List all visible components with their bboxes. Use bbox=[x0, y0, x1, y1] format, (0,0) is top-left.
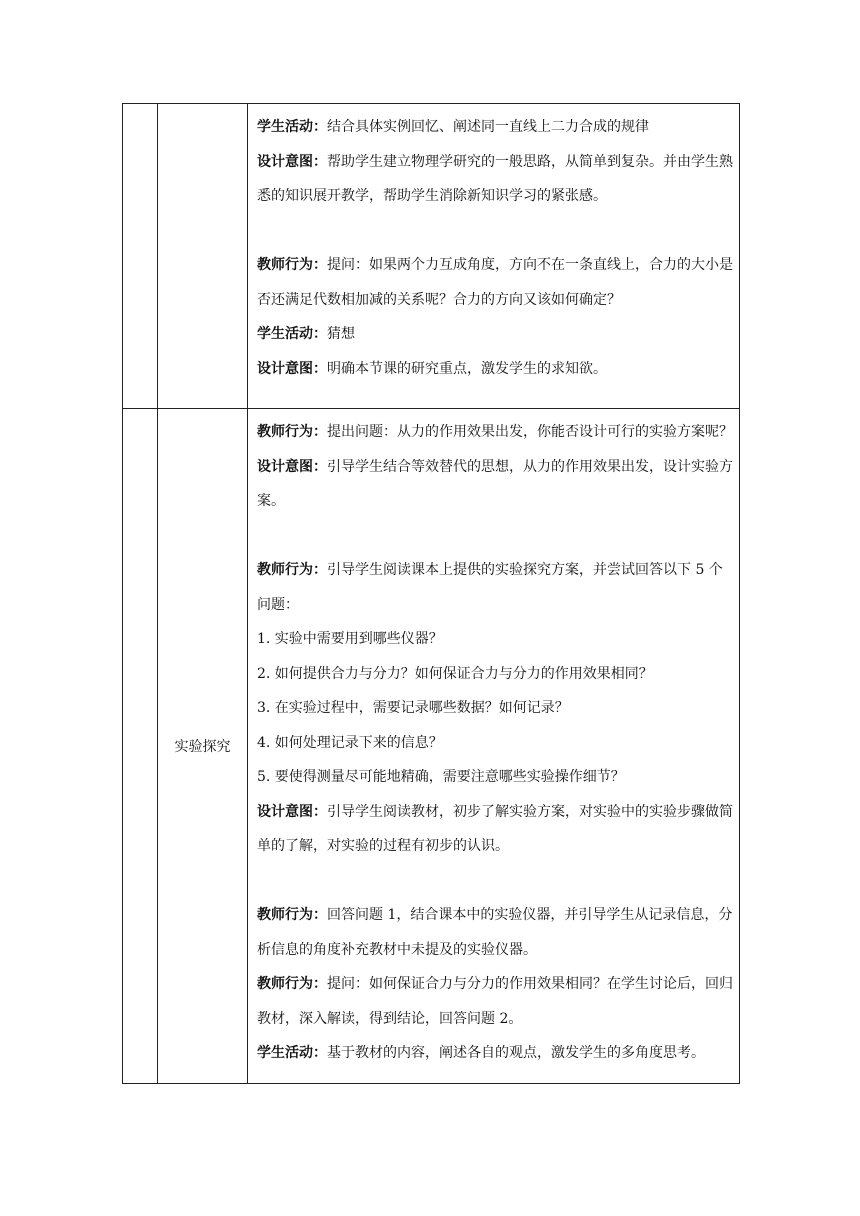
paragraph-text: 基于教材的内容，阐述各自的观点，激发学生的多角度思考。 bbox=[327, 1045, 705, 1061]
paragraph-label: 学生活动： bbox=[257, 326, 327, 342]
paragraph-label: 设计意图： bbox=[257, 360, 327, 377]
paragraph bbox=[257, 1036, 733, 1071]
table-cell-blank bbox=[123, 104, 158, 408]
paragraph bbox=[257, 248, 733, 317]
paragraph-text: 引导学生阅读课本上提供的实验探究方案，并尝试回答以下 5 个问题： bbox=[257, 562, 723, 613]
question-item: 3. 在实验过程中，需要记录哪些数据？如何记录？ bbox=[257, 700, 569, 716]
table-row bbox=[123, 104, 740, 409]
paragraph-text: 结合具体实例回忆、阐述同一直线上二力合成的规律 bbox=[327, 119, 649, 135]
paragraph-label: 教师行为： bbox=[257, 562, 327, 578]
blank-line bbox=[257, 214, 733, 249]
stage-cell bbox=[158, 104, 248, 408]
paragraph bbox=[257, 967, 733, 1036]
question-item: 2. 如何提供合力与分力？如何保证合力与分力的作用效果相同？ bbox=[257, 665, 653, 682]
paragraph-text: 引导学生阅读教材，初步了解实验方案，对实验中的实验步骤做简单的了解，对实验的过程有初步的认识。 bbox=[257, 803, 733, 854]
paragraph-label: 教师行为： bbox=[257, 907, 327, 923]
paragraph-text: 帮助学生建立物理学研究的一般思路，从简单到复杂。并由学生熟悉的知识展开教学，帮助学生消除新知识学习的紧张感。 bbox=[257, 153, 733, 204]
question-item: 4. 如何处理记录下来的信息？ bbox=[257, 734, 443, 751]
activity-cell bbox=[248, 104, 740, 408]
paragraph bbox=[257, 450, 733, 519]
paragraph-label: 设计意图： bbox=[257, 803, 327, 820]
lesson-plan-table bbox=[122, 103, 740, 1084]
paragraph-text: 提问：如果两个力互成角度，方向不在一条直线上，合力的大小是否还满足代数相加减的关系呢？合力的方向又该如何确定？ bbox=[257, 257, 733, 308]
paragraph bbox=[257, 898, 733, 967]
paragraph-text: 提问：如何保证合力与分力的作用效果相同？在学生讨论后，回归教材，深入解读，得到结论，回答问题 2。 bbox=[257, 976, 733, 1027]
paragraph-label: 学生活动： bbox=[257, 1045, 327, 1061]
activity-cell bbox=[248, 409, 740, 1083]
paragraph-text: 回答问题 1，结合课本中的实验仪器，并引导学生从记录信息，分析信息的角度补充教材中未提及的实验仪器。 bbox=[257, 907, 733, 958]
blank-line bbox=[257, 864, 733, 899]
paragraph bbox=[257, 553, 733, 622]
table-cell-blank bbox=[123, 409, 158, 1083]
paragraph bbox=[257, 145, 733, 214]
paragraph bbox=[257, 352, 733, 387]
paragraph bbox=[257, 415, 733, 450]
question-item: 5. 要使得测量尽可能地精确，需要注意哪些实验操作细节？ bbox=[257, 769, 625, 785]
paragraph-label: 教师行为： bbox=[257, 976, 327, 992]
paragraph-label: 教师行为： bbox=[257, 424, 327, 440]
table-row bbox=[123, 409, 740, 1084]
paragraph-text: 引导学生结合等效替代的思想，从力的作用效果出发，设计实验方案。 bbox=[257, 458, 733, 509]
paragraph-text: 提出问题：从力的作用效果出发，你能否设计可行的实验方案呢？ bbox=[327, 424, 733, 440]
paragraph-label: 设计意图： bbox=[257, 153, 327, 170]
paragraph-label: 设计意图： bbox=[257, 458, 327, 475]
paragraph-text: 明确本节课的研究重点，激发学生的求知欲。 bbox=[327, 360, 607, 377]
question-item: 1. 实验中需要用到哪些仪器？ bbox=[257, 631, 443, 647]
blank-line bbox=[257, 519, 733, 554]
paragraph-label: 教师行为： bbox=[257, 257, 327, 273]
paragraph-text: 猜想 bbox=[327, 326, 355, 342]
paragraph bbox=[257, 110, 733, 145]
paragraph-label: 学生活动： bbox=[257, 119, 327, 135]
paragraph bbox=[257, 795, 733, 864]
paragraph bbox=[257, 317, 733, 352]
stage-cell: 实验探究 bbox=[158, 409, 248, 1083]
